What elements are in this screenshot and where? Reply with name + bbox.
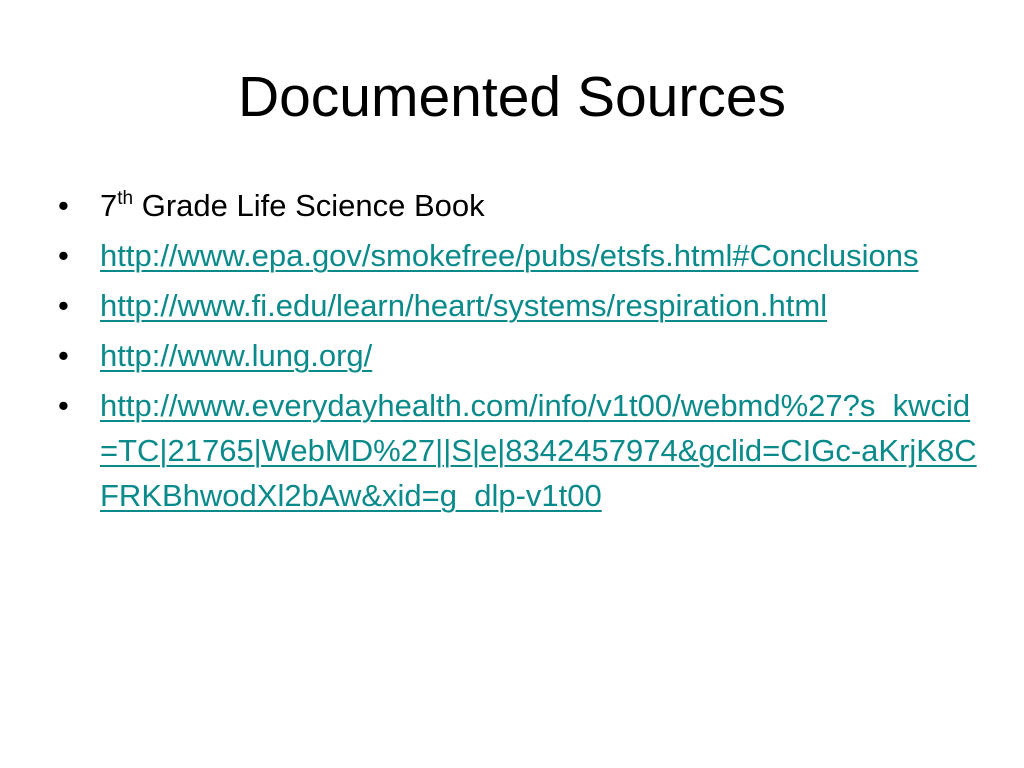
bullet-icon: •: [58, 288, 69, 323]
list-item: [58, 383, 978, 518]
grade-suffix: th: [117, 187, 134, 209]
bullet-icon: •: [58, 238, 69, 273]
source-link-lung[interactable]: http://www.lung.org/: [100, 338, 373, 373]
source-link-everydayhealth[interactable]: http://www.everydayhealth.com/info/v1t00/webmd%27?s_kwcid=TC|21765|WebMD%27||S|e|8342457974&gclid=CIGc-aKrjK8CFRKBhwodXl2bAw&xid=g_dlp-v1t00: [100, 388, 977, 513]
list-item: [58, 283, 978, 328]
source-link-fi[interactable]: http://www.fi.edu/learn/heart/systems/respiration.html: [100, 288, 828, 323]
list-item: [58, 333, 978, 378]
source-link-epa[interactable]: http://www.epa.gov/smokefree/pubs/etsfs.html#Conclusions: [100, 238, 919, 273]
list-item: [58, 233, 978, 278]
grade-number: 7: [100, 188, 118, 223]
bullet-icon: •: [58, 338, 69, 373]
source-text: [100, 183, 978, 228]
bullet-icon: •: [58, 388, 69, 423]
book-title: Grade Life Science Book: [133, 188, 485, 223]
sources-list: [58, 183, 978, 523]
bullet-icon: •: [58, 188, 69, 223]
list-item: [58, 183, 978, 228]
slide-title: Documented Sources: [237, 65, 787, 129]
